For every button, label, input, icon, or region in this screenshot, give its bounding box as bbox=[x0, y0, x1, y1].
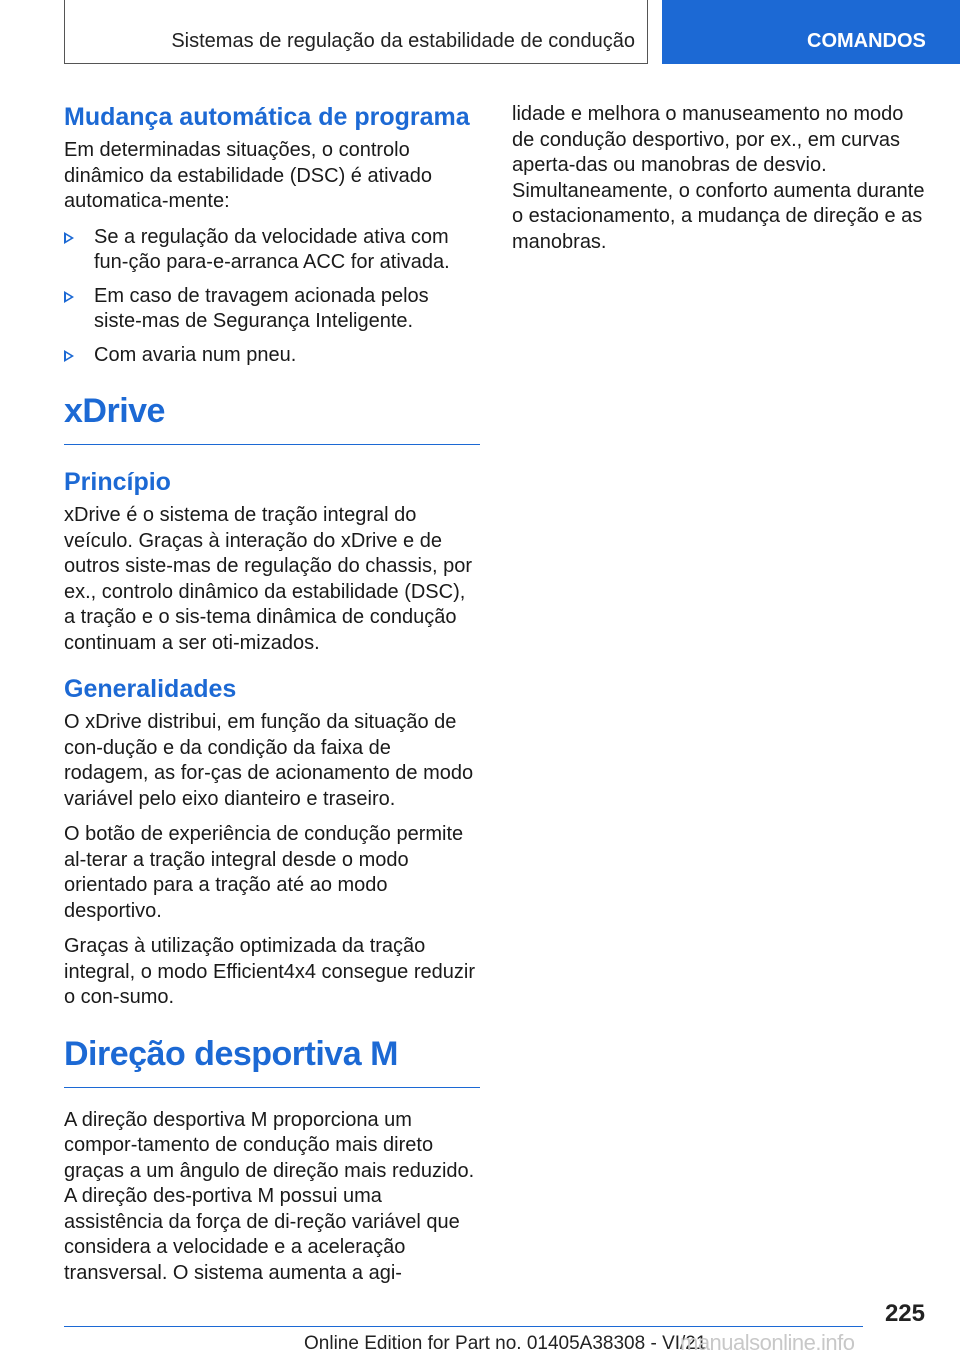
paragraph-principio: xDrive é o sistema de tração integral do veículo. Graças à interação do xDrive e de outros siste-mas de regulação do chassis, por ex., controlo dinâmico da estabilidade (DSC), a tração e o sis-tema dinâmica de condução continuam a ser oti-mizados. bbox=[64, 504, 472, 654]
page-header bbox=[0, 0, 960, 66]
paragraph-direcao-desportiva: A direção desportiva M proporciona um compor-tamento de condução mais direto graças a um ângulo de direção mais reduzido. A direção des-portiva M possui uma assistência da força de di-reção variável que considera a velocidade e a aceleração transversal. O sistema aumenta a agi- bbox=[64, 1108, 475, 1284]
list-item bbox=[64, 225, 480, 276]
left-column bbox=[64, 102, 480, 1296]
paragraph-direcao-continuation: lidade e melhora o manuseamento no modo de condução desportivo, por ex., em curvas aperta-das ou manobras de desvio. Simultaneamente, o conforto aumenta durante o estacionamento, a mudança de direção e as manobras. bbox=[512, 103, 925, 253]
chapter-title: Sistemas de regulação da estabilidade de condução bbox=[171, 30, 635, 52]
heading-generalidades: Generalidades bbox=[64, 675, 237, 703]
section-tab-label: COMANDOS bbox=[807, 30, 926, 52]
watermark: manualsonline.info bbox=[680, 1330, 855, 1355]
footer-divider bbox=[64, 1326, 863, 1327]
triangle-bullet-icon bbox=[64, 291, 74, 303]
list-item-text: Com avaria num pneu. bbox=[94, 343, 297, 366]
right-column bbox=[512, 102, 928, 265]
bullet-list bbox=[64, 225, 480, 369]
section-tab bbox=[662, 0, 960, 64]
triangle-bullet-icon bbox=[64, 232, 74, 244]
header-title-box bbox=[64, 0, 648, 64]
list-item bbox=[64, 284, 480, 335]
triangle-bullet-icon bbox=[64, 350, 74, 362]
list-item bbox=[64, 343, 480, 369]
page-number: 225 bbox=[884, 1300, 925, 1327]
list-item-text: Se a regulação da velocidade ativa com fun-ção para-e-arranca ACC for ativada. bbox=[94, 225, 450, 273]
heading-principio: Princípio bbox=[64, 468, 171, 496]
footer-edition: Online Edition for Part no. 01405A38308 - VI/21 bbox=[304, 1333, 707, 1354]
section-title-direcao-desportiva: Direção desportiva M bbox=[64, 1033, 480, 1088]
list-item-text: Em caso de travagem acionada pelos siste-mas de Segurança Inteligente. bbox=[94, 284, 429, 332]
heading-mudanca-automatica: Mudança automática de programa bbox=[64, 103, 470, 131]
paragraph-generalidades-3: Graças à utilização optimizada da tração integral, o modo Efficient4x4 consegue reduzir o con-sumo. bbox=[64, 935, 475, 1008]
section-title-xdrive: xDrive bbox=[64, 390, 480, 445]
paragraph-dsc-intro: Em determinadas situações, o controlo dinâmico da estabilidade (DSC) é ativado automatica-mente: bbox=[64, 139, 432, 212]
paragraph-generalidades-2: O botão de experiência de condução permite al-terar a tração integral desde o modo orientado para a tração até ao modo desportivo. bbox=[64, 823, 464, 922]
paragraph-generalidades-1: O xDrive distribui, em função da situação de con-dução e da condição da faixa de rodagem, as for-ças de acionamento de modo variável pelo eixo dianteiro e traseiro. bbox=[64, 711, 474, 810]
